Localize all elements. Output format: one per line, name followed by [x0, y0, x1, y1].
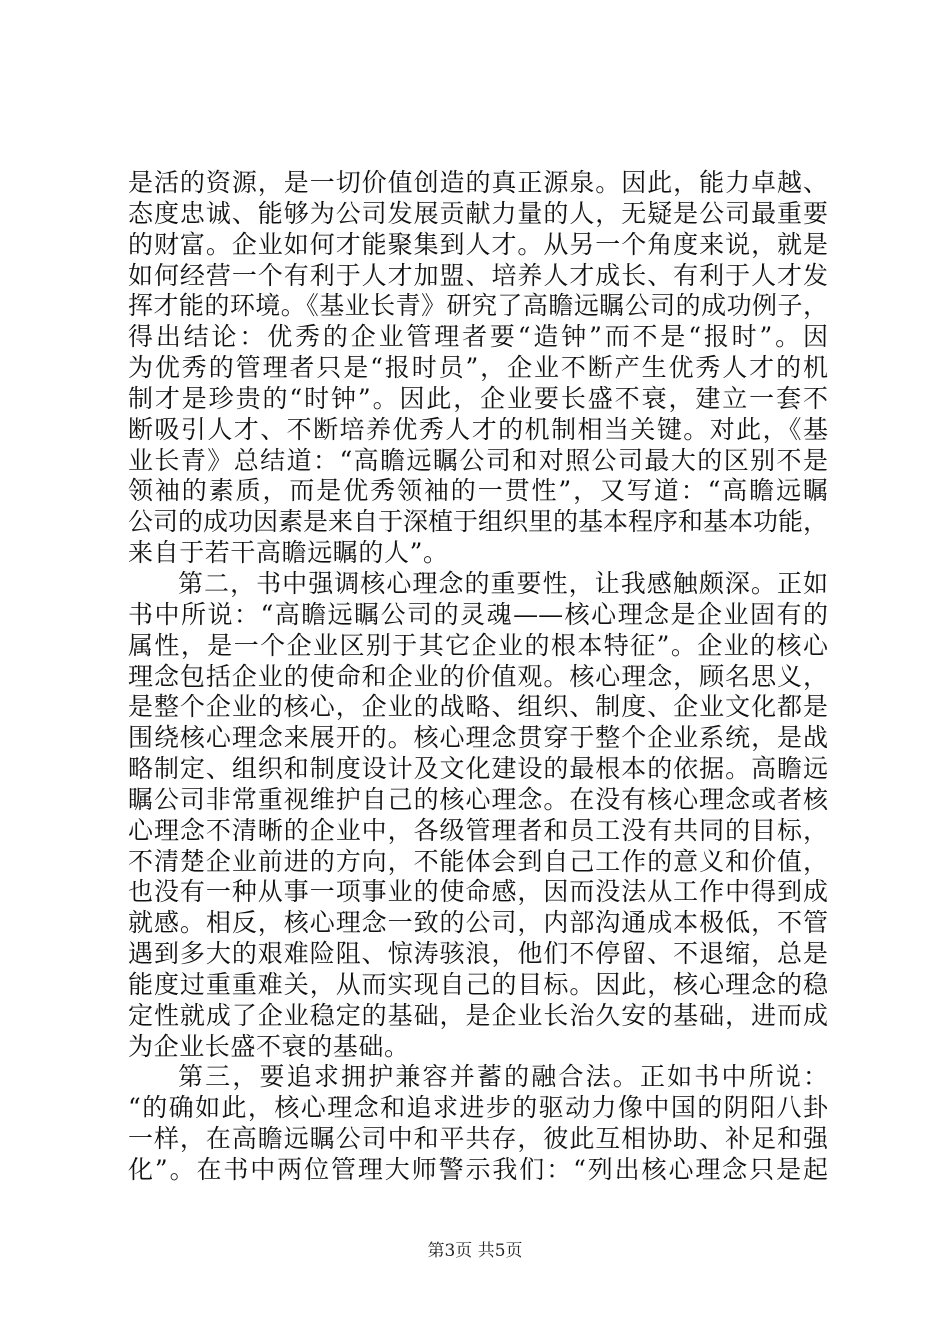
text-line: 如何经营一个有利于人才加盟、培养人才成长、有利于人才发	[128, 260, 828, 290]
text-line: 化”。在书中两位管理大师警示我们：“列出核心理念只是起	[128, 1155, 828, 1184]
text-line: 为优秀的管理者只是“报时员”，企业不断产生优秀人才的机	[128, 353, 828, 383]
text-line: 第二，书中强调核心理念的重要性，让我感触颇深。正如	[178, 568, 828, 598]
text-line: 理念包括企业的使命和企业的价值观。核心理念，顾名思义，	[128, 661, 828, 691]
text-line: 遇到多大的艰难险阻、惊涛骇浪，他们不停留、不退缩，总是	[128, 939, 828, 969]
text-line: 公司的成功因素是来自于深植于组织里的基本程序和基本功能，	[128, 507, 829, 537]
text-line: 断吸引人才、不断培养优秀人才的机制相当关键。对此，《基	[128, 414, 828, 444]
text-line: 挥才能的环境。《基业长青》研究了高瞻远瞩公司的成功例子，	[128, 291, 828, 321]
text-line: 是活的资源，是一切价值创造的真正源泉。因此，能力卓越、	[128, 168, 828, 197]
text-line: 属性，是一个企业区别于其它企业的根本特征”。企业的核心	[128, 630, 828, 660]
text-line: 能度过重重难关，从而实现自己的目标。因此，核心理念的稳	[128, 969, 828, 999]
paragraph	[128, 168, 828, 569]
text-line: 得出结论：优秀的企业管理者要“造钟”而不是“报时”。因	[128, 322, 828, 352]
text-line: 制才是珍贵的“时钟”。因此，企业要长盛不衰，建立一套不	[128, 383, 828, 413]
text-line: 定性就成了企业稳定的基础，是企业长治久安的基础，进而成	[128, 1000, 828, 1030]
text-line: 一样，在高瞻远瞩公司中和平共存，彼此互相协助、补足和强	[128, 1124, 828, 1154]
text-line: “的确如此，核心理念和追求进步的驱动力像中国的阴阳八卦	[128, 1093, 828, 1123]
text-line: 第三，要追求拥护兼容并蓄的融合法。正如书中所说：	[178, 1062, 828, 1092]
text-line: 瞩公司非常重视维护自己的核心理念。在没有核心理念或者核	[128, 784, 828, 814]
text-line: 来自于若干高瞻远瞩的人”。	[128, 538, 449, 568]
paragraph	[128, 569, 828, 1063]
text-line: 也没有一种从事一项事业的使命感，因而没法从工作中得到成	[128, 877, 828, 907]
text-line: 书中所说：“高瞻远瞩公司的灵魂——核心理念是企业固有的	[128, 599, 828, 629]
text-line: 业长青》总结道：“高瞻远瞩公司和对照公司最大的区别不是	[128, 445, 828, 475]
text-line: 围绕核心理念来展开的。核心理念贯穿于整个企业系统，是战	[128, 723, 828, 753]
text-line: 的财富。企业如何才能聚集到人才。从另一个角度来说，就是	[128, 229, 828, 259]
text-line: 略制定、组织和制度设计及文化建设的最根本的依据。高瞻远	[128, 754, 828, 784]
text-line: 不清楚企业前进的方向，不能体会到自己工作的意义和价值，	[128, 846, 828, 876]
text-line: 就感。相反，核心理念一致的公司，内部沟通成本极低，不管	[128, 908, 828, 938]
text-line: 态度忠诚、能够为公司发展贡献力量的人，无疑是公司最重要	[128, 198, 828, 228]
text-line: 是整个企业的核心，企业的战略、组织、制度、企业文化都是	[128, 692, 828, 722]
text-line: 领袖的素质，而是优秀领袖的一贯性”，又写道：“高瞻远瞩	[128, 476, 828, 506]
paragraph	[128, 1062, 828, 1185]
text-line: 心理念不清晰的企业中，各级管理者和员工没有共同的目标，	[128, 815, 828, 845]
text-line: 为企业长盛不衰的基础。	[128, 1031, 410, 1061]
page-footer: 第3页 共5页	[427, 1241, 523, 1261]
document-body	[128, 168, 828, 1186]
